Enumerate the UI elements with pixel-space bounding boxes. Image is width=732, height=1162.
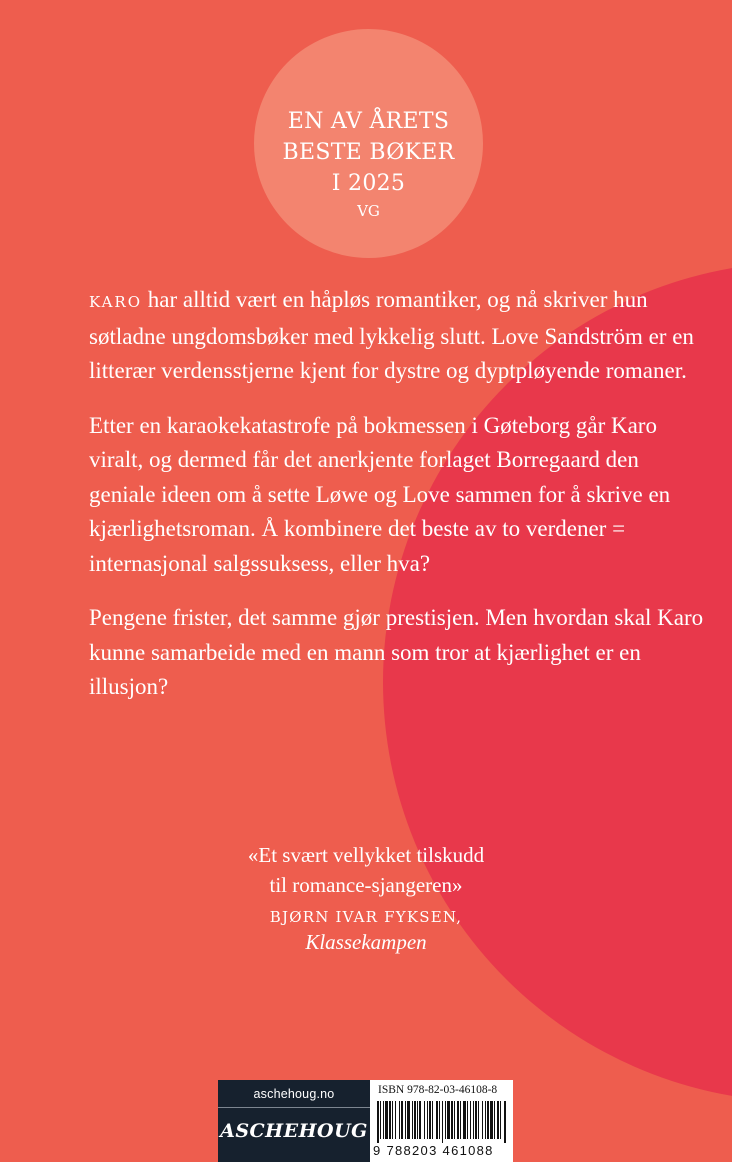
- publisher-logo: ASCHEHOUG: [220, 1120, 368, 1142]
- publisher-divider: [218, 1107, 370, 1108]
- quote-author: BJØRN IVAR FYKSEN,: [269, 908, 463, 926]
- blurb-lead-name: KARO: [89, 293, 143, 311]
- quote-line-1: «Et svært vellykket tilskudd: [247, 843, 485, 867]
- badge-line-2: BESTE BØKER: [282, 140, 455, 165]
- badge-source: VG: [357, 202, 380, 220]
- barcode-icon: [375, 1101, 508, 1143]
- badge-line-3: I 2025: [331, 171, 406, 196]
- badge-text: [254, 106, 483, 222]
- badge-line-1: EN AV ÅRETS: [287, 109, 450, 134]
- quote-line-2: til romance-sjangeren»: [269, 873, 463, 897]
- blurb-paragraph-1: [89, 283, 709, 389]
- publisher-block: [218, 1080, 370, 1162]
- quote-publication: Klassekampen: [305, 930, 427, 954]
- blurb-paragraph-2: Etter en karaokekatastrofe på bokmessen i Gøteborg går Karo viralt, og dermed får det anerkjente forlaget Borregaard den geniale ideen om å sette Løwe og Love sammen for å skrive en kjærlighetsroman. Å kombinere det beste av to verdener = internasjonal salgssuksess, eller hva?: [89, 412, 671, 576]
- blurb-paragraph-3: Pengene frister, det samme gjør prestisjen. Men hvordan skal Karo kunne samarbeide med en mann som tror at kjærlighet er en illusjon?: [89, 605, 704, 699]
- isbn-label: ISBN 978-82-03-46108-8: [378, 1084, 498, 1096]
- award-badge: [254, 29, 483, 258]
- barcode-block: [370, 1080, 513, 1162]
- review-quote: [200, 840, 532, 956]
- publisher-url: aschehoug.no: [253, 1087, 335, 1101]
- blurb-paragraph-1-text: har alltid vært en håpløs romantiker, og nå skriver hun søtladne ungdomsbøker med lykkelig slutt. Love Sandström er en litterær verdensstjerne kjent for dystre og dyptpløyende romaner.: [89, 287, 694, 383]
- back-cover-blurb: [89, 283, 709, 725]
- barcode-digits: 9 788203 461088: [373, 1143, 494, 1158]
